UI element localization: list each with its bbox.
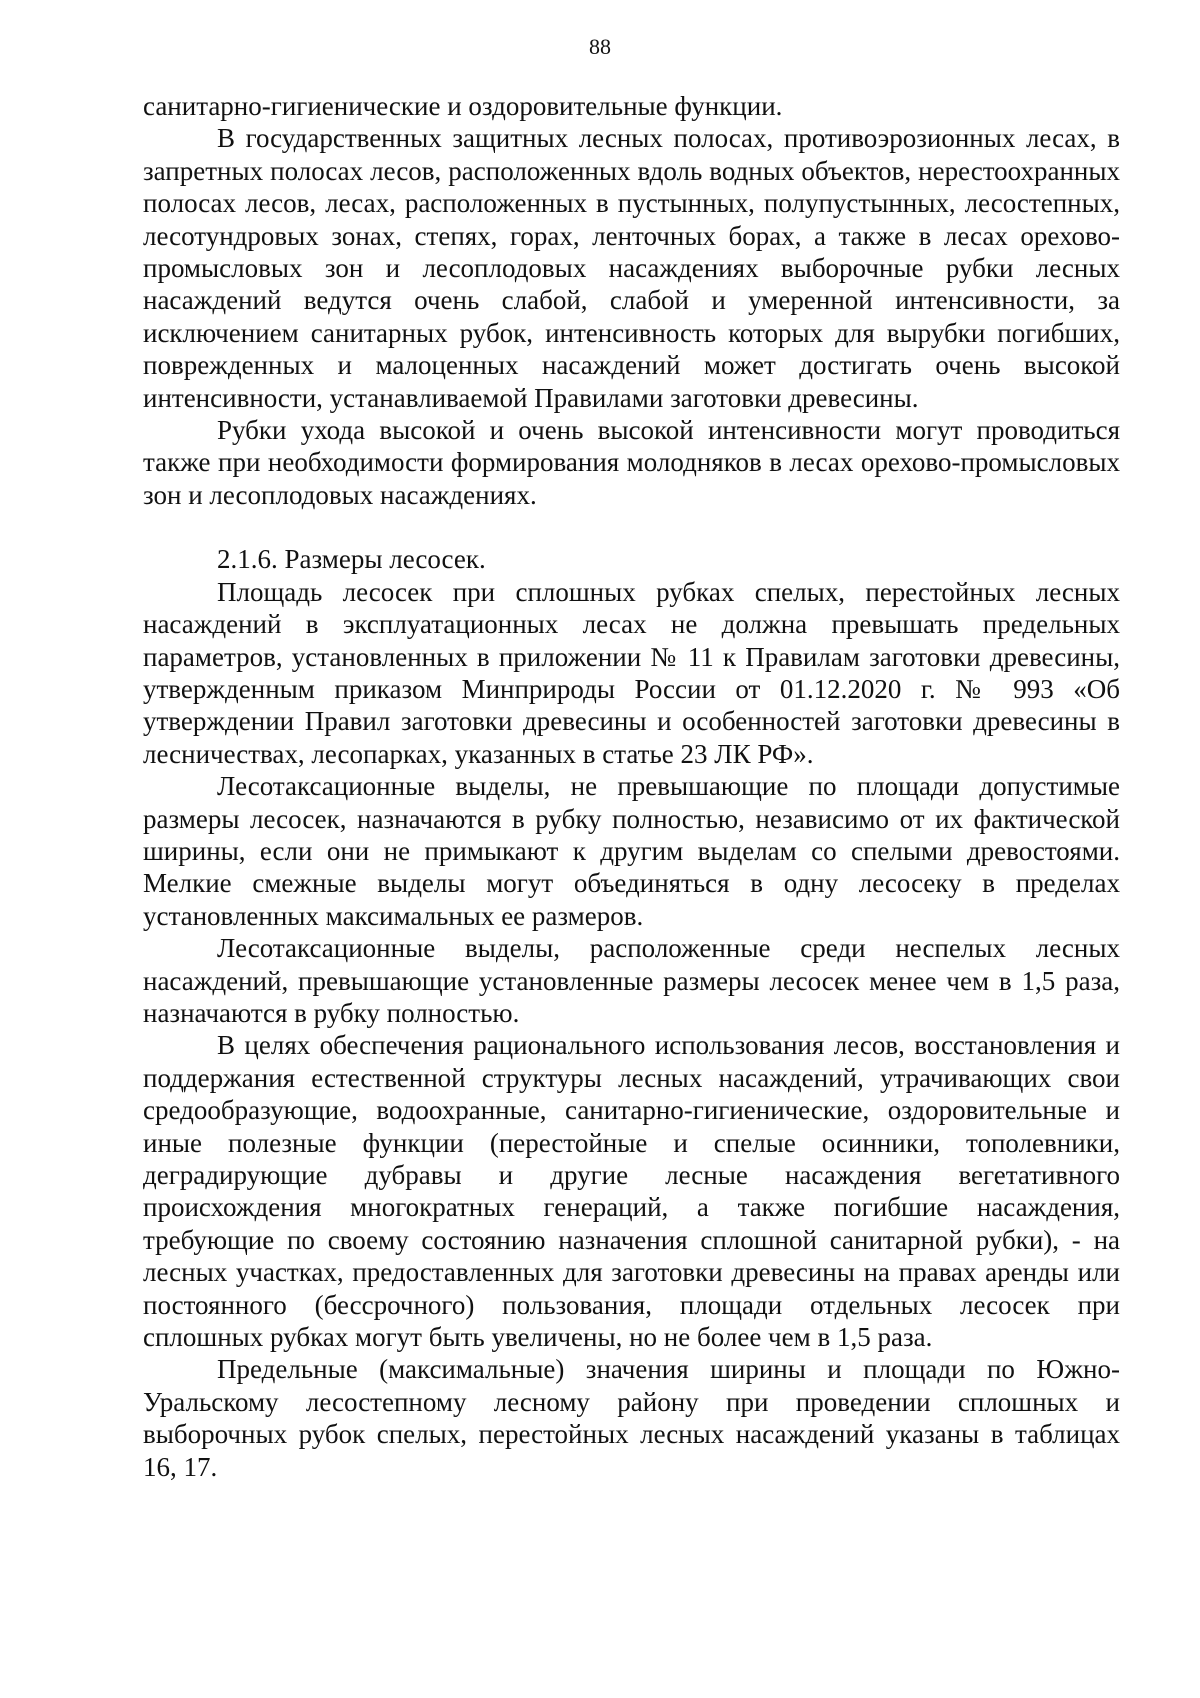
section-heading: 2.1.6. Размеры лесосек. (217, 544, 486, 575)
document-body (143, 90, 1120, 1483)
paragraph-thinning-intensity: Рубки ухода высокой и очень высокой интенсивности могут проводиться также при необходимости формирования молодняков в лесах орехово-промысловых зон и лесоплодовых насаждениях. (143, 415, 1120, 510)
paragraph-cutting-area: Площадь лесосек при сплошных рубках спелых, перестойных лесных насаждений в эксплуатационных лесах не должна превышать предельных параметров, установленных в приложении № 11 к Правилам заготовки древесины, утвержденным приказом Минприроды России от 01.12.2020 г. № 993 «Об утверждении Правил заготовки древесины и особенностей заготовки древесины в лесничествах, лесопарках, указанных в статье 23 ЛК РФ». (143, 576, 1120, 769)
page-number: 88 (589, 34, 611, 59)
paragraph-protective-forests: В государственных защитных лесных полосах, противоэрозионных лесах, в запретных полосах лесов, расположенных вдоль водных объектов, нерестоохранных полосах лесов, лесах, расположенных в пустынных, полупустынных, лесостепных, лесотундровых зонах, степях, горах, ленточных борах, а также в лесах орехово-промысловых зон и лесоплодовых насаждениях выборочные рубки лесных насаждений ведутся очень слабой, слабой и умеренной интенсивности, за исключением санитарных рубок, интенсивность которых для вырубки погибших, поврежденных и малоценных насаждений может достигать очень высокой интенсивности, устанавливаемой Правилами заготовки древесины. (143, 123, 1120, 413)
paragraph-limit-values: Предельные (максимальные) значения ширины и площади по Южно-Уральскому лесостепному лесному району при проведении сплошных и выборочных рубок спелых, перестойных лесных насаждений указаны в таблицах 16, 17. (143, 1354, 1120, 1482)
paragraph-continuation: санитарно-гигиенические и оздоровительные функции. (143, 91, 783, 121)
paragraph-immature-stands: Лесотаксационные выделы, расположенные среди неспелых лесных насаждений, превышающие установленные размеры лесосек менее чем в 1,5 раза, назначаются в рубку полностью. (143, 933, 1120, 1028)
paragraph-taxation-units: Лесотаксационные выделы, не превышающие по площади допустимые размеры лесосек, назначаются в рубку полностью, независимо от их фактической ширины, если они не примыкают к другим выделам со спелыми древостоями. Мелкие смежные выделы могут объединяться в одну лесосеку в пределах установленных максимальных ее размеров. (143, 771, 1120, 931)
paragraph-rational-use: В целях обеспечения рационального использования лесов, восстановления и поддержания естественной структуры лесных насаждений, утрачивающих свои средообразующие, водоохранные, санитарно-гигиенические, оздоровительные и иные полезные функции (перестойные и спелые осинники, тополевники, деградирующие дубравы и другие лесные насаждения вегетативного происхождения многократных генераций, а также погибшие насаждения, требующие по своему состоянию назначения сплошной санитарной рубки), - на лесных участках, предоставленных для заготовки древесины на правах аренды или постоянного (бессрочного) пользования, площади отдельных лесосек при сплошных рубках могут быть увеличены, но не более чем в 1,5 раза. (143, 1030, 1120, 1353)
